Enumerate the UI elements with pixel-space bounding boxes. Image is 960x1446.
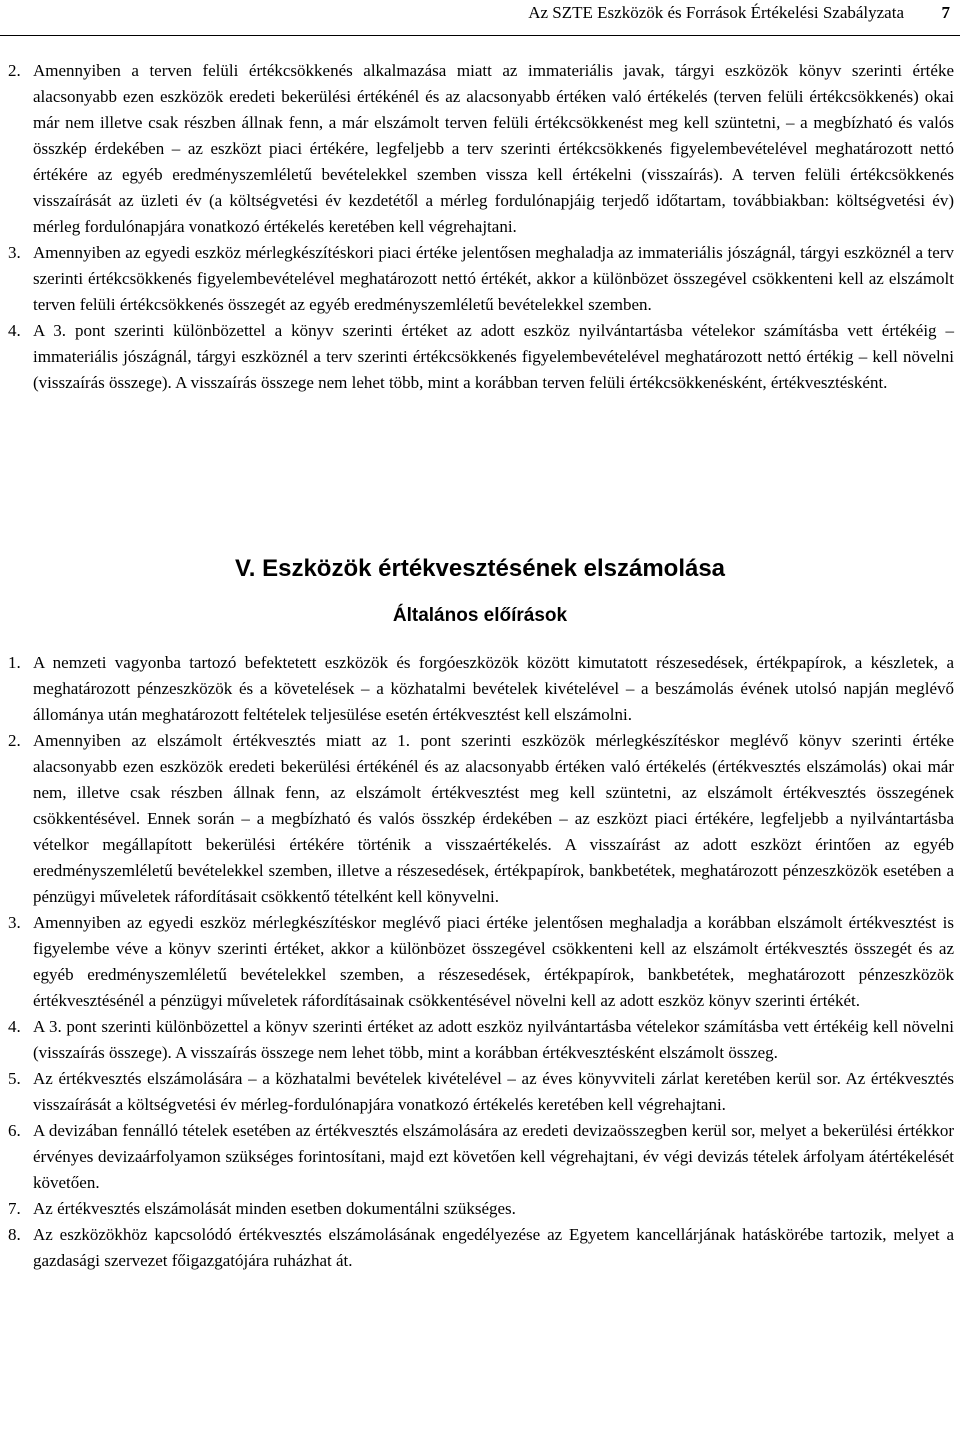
list-item <box>8 1118 954 1196</box>
item-number: 4. <box>8 1017 21 1036</box>
item-text: Amennyiben az elszámolt értékvesztés miatt az 1. pont szerinti eszközök mérlegkészítéskor meglévő könyv szerinti értéke alacsonyabb ezen eszközök eredeti bekerülési értékénél és az alacsonyabb értéken való értékelés (értékvesztés elszámolás) okai már nem, illetve csak részben állnak fenn, az elszámolt értékvesztést meg kell szüntetni, az elszámolt értékvesztés összegének csökkentésével. Ennek során – a megbízható és valós összkép érdekében – az eszközt piaci értékére, legfeljebb a nyilvántartásba vételkor megállapított bekerülési értékére történik a visszaértékelés. A visszaírást az adott eszközt érintően az egyéb eredményszemléletű bevételekkel szemben, illetve a részesedések, értékpapírok, bankbetétek, meghatározott pénzeszközök esetében a pénzügyi műveletek ráfordításait csökkentő tételként kell könyvelni. <box>33 731 954 906</box>
document-title: Az SZTE Eszközök és Források Értékelési Szabályzata <box>528 3 904 22</box>
item-number: 3. <box>8 913 21 932</box>
list-item <box>8 1066 954 1118</box>
item-number: 3. <box>8 243 21 262</box>
list-item <box>8 1196 954 1222</box>
page-number: 7 <box>941 3 950 22</box>
item-text: A nemzeti vagyonba tartozó befektetett eszközök és forgóeszközök között kimutatott részesedések, értékpapírok, a készletek, a meghatározott pénzeszközök és a követelések – a közhatalmi bevételek kivételével – a beszámolás évének utolsó napján meglévő állománya után meghatározott feltételek teljesülése esetén értékvesztést kell elszámolni. <box>33 653 954 724</box>
list-item <box>8 318 954 396</box>
list-item <box>8 58 954 240</box>
item-number: 2. <box>8 61 21 80</box>
continued-list <box>8 58 954 396</box>
item-text: A 3. pont szerinti különbözettel a könyv szerinti értéket az adott eszköz nyilvántartásba vételekor számításba vett értékéig kell növelni (visszaírás összege). A visszaírás összege nem lehet több, mint a korábban értékvesztésként elszámolt összeg. <box>33 1017 954 1062</box>
page-header <box>0 0 960 36</box>
item-number: 8. <box>8 1225 21 1244</box>
item-number: 7. <box>8 1199 21 1218</box>
section-subtitle: Általános előírások <box>392 605 568 626</box>
section-title: V. Eszközök értékvesztésének elszámolása <box>234 555 726 582</box>
item-text: Az értékvesztés elszámolására – a közhatalmi bevételek kivételével – az éves könyvviteli zárlat keretében kerül sor. Az értékvesztés visszaírását a költségvetési év mérleg-fordulónapjára vonatkozó értékelés keretében kell végrehajtani. <box>33 1069 954 1114</box>
item-text: Amennyiben a terven felüli értékcsökkenés alkalmazása miatt az immateriális javak, tárgyi eszközök könyv szerinti értéke alacsonyabb ezen eszközök eredeti bekerülési értékénél és az alacsonyabb értéken való értékelés (terven felüli értékcsökkenés) okai már nem illetve csak részben állnak fenn, a már elszámolt terven felüli értékcsökkenést meg kell szüntetni, – a megbízható és valós összkép érdekében – az eszközt piaci értékére, legfeljebb a terv szerinti értékcsökkenés figyelembevételével meghatározott nettó értékére az egyéb eredményszemléletű bevételekkel szemben vissza kell értékelni (visszaírás). A terven felüli értékcsökkenés visszaírását az üzleti év (a költségvetési év kezdetétől a mérleg fordulónapjáig terjedő időtartam, továbbiakban: költségvetési év) mérleg fordulónapjára vonatkozó értékelés keretében kell végrehajtani. <box>33 61 954 236</box>
list-item <box>8 728 954 910</box>
item-number: 4. <box>8 321 21 340</box>
item-number: 2. <box>8 731 21 750</box>
item-text: A 3. pont szerinti különbözettel a könyv szerinti értéket az adott eszköz nyilvántartásba vételekor számításba vett értékéig – immateriális jószágnál, tárgyi eszköznél a terv szerinti értékcsökkenés figyelembevételével meghatározott nettó értékig – kell növelni (visszaírás összege). A visszaírás összege nem lehet több, mint a korábban terven felüli értékcsökkenésként, értékvesztésként. <box>33 321 954 392</box>
list-item <box>8 240 954 318</box>
item-text: A devizában fennálló tételek esetében az értékvesztés elszámolására az eredeti devizaösszegben kerül sor, melyet a bekerülési értékkor érvényes devizaárfolyamon szükséges forintosítani, majd ezt követően kell végrehajtani, év végi devizás tételek árfolyam átértékelését követően. <box>33 1121 954 1192</box>
list-item <box>8 910 954 1014</box>
item-number: 5. <box>8 1069 21 1088</box>
list-item <box>8 1014 954 1066</box>
rules-list <box>8 650 954 1274</box>
item-number: 6. <box>8 1121 21 1140</box>
list-item <box>8 650 954 728</box>
item-number: 1. <box>8 653 21 672</box>
item-text: Amennyiben az egyedi eszköz mérlegkészítéskor meglévő piaci értéke jelentősen meghaladja a korábban elszámolt értékvesztést is figyelembe véve a könyv szerinti értéket, akkor a különbözet összegével csökkenteni kell az elszámolt értékvesztés összegét és az egyéb eredményszemléletű bevételekkel szemben, a részesedések, értékpapírok, bankbetétek, meghatározott pénzeszközök értékvesztésénél a pénzügyi műveletek ráfordításainak csökkentésével növelni kell az adott eszköz könyv szerinti értékét. <box>33 913 954 1010</box>
list-item <box>8 1222 954 1274</box>
item-text: Amennyiben az egyedi eszköz mérlegkészítéskori piaci értéke jelentősen meghaladja az immateriális jószágnál, tárgyi eszköznél a terv szerinti értékcsökkenés figyelembevételével meghatározott nettó értékét, akkor a különbözet összegével csökkenteni kell az elszámolt terven felüli értékcsökkenés összegét az egyéb eredményszemléletű bevételekkel szemben. <box>33 243 954 314</box>
item-text: Az eszközökhöz kapcsolódó értékvesztés elszámolásának engedélyezése az Egyetem kancellárjának hatáskörébe tartozik, melyet a gazdasági szervezet főigazgatójára ruházhat át. <box>33 1225 954 1270</box>
item-text: Az értékvesztés elszámolását minden esetben dokumentálni szükséges. <box>33 1199 516 1218</box>
